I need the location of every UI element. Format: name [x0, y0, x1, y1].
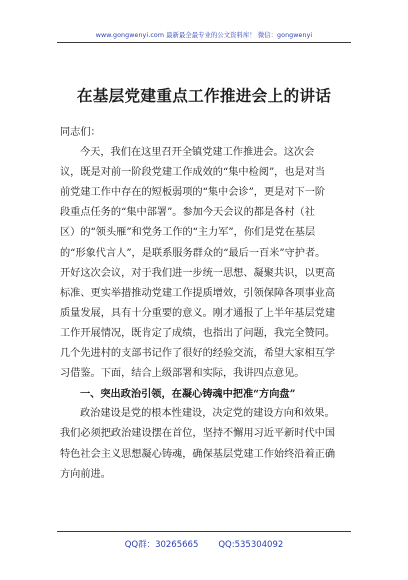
- footer-qq-group: QQ群：30265665: [124, 540, 199, 550]
- paragraph-line: 工作开展情况，既肯定了成绩，也指出了问题，我完全赞同。: [60, 327, 336, 339]
- paragraph-line: 今天，我们在这里召开全镇党建工作推进会。这次会: [80, 147, 315, 159]
- header-text: www.gongwenyi.com 最新最全最专业的公文资料库！ 微信：gongwenyi: [95, 32, 313, 39]
- page-footer: [0, 538, 408, 550]
- greeting: 同志们：: [60, 127, 101, 138]
- paragraph-line: 质量发展，具有十分重要的意义。刚才通报了上半年基层党建: [60, 307, 336, 319]
- header-divider: [57, 42, 351, 43]
- paragraph-line: 习借鉴。下面，结合上级部署和实际，我讲四点意见。: [60, 368, 305, 380]
- page-header: [0, 0, 408, 39]
- paragraph-line: 开好这次会议，对于我们进一步统一思想、凝聚共识，以更高: [60, 267, 336, 279]
- paragraph-line: 的“形象代言人”，是联系服务群众的“最后一百米”守护者。: [60, 247, 326, 259]
- paragraph-line: 议，既是对前一阶段党建工作成效的“集中检阅”，也是对当: [60, 167, 326, 179]
- paragraph-line: 几个先进村的支部书记作了很好的经验交流，希望大家相互学: [60, 348, 336, 360]
- paragraph-line: 前党建工作中存在的短板弱项的“集中会诊”，更是对下一阶: [60, 187, 326, 199]
- section-line: 特色社会主义思想凝心铸魂，确保基层党建工作始终沿着正确: [60, 448, 336, 460]
- section-line: 方向前进。: [60, 468, 111, 480]
- section-line: 政治建设是党的根本性建设，决定党的建设方向和效果。: [80, 408, 335, 420]
- section-heading: 一、突出政治引领，在凝心铸魂中把准“方向盘”: [80, 388, 296, 401]
- paragraph-line: 段重点任务的“集中部署”。参加今天会议的都是各村（社: [60, 207, 315, 219]
- footer-divider: [57, 531, 351, 532]
- paragraph-line: 标准、更实举措推动党建工作提质增效，引领保障各项事业高: [60, 287, 336, 299]
- document-body: [60, 123, 360, 485]
- section-line: 我们必须把政治建设摆在首位，坚持不懈用习近平新时代中国: [60, 428, 336, 440]
- paragraph-line: 区）的“领头雁”和党务工作的“主力军”，你们是党在基层: [60, 227, 316, 239]
- document-title: 在基层党建重点工作推进会上的讲话: [76, 86, 332, 105]
- footer-qq: QQ:535304092: [218, 540, 284, 550]
